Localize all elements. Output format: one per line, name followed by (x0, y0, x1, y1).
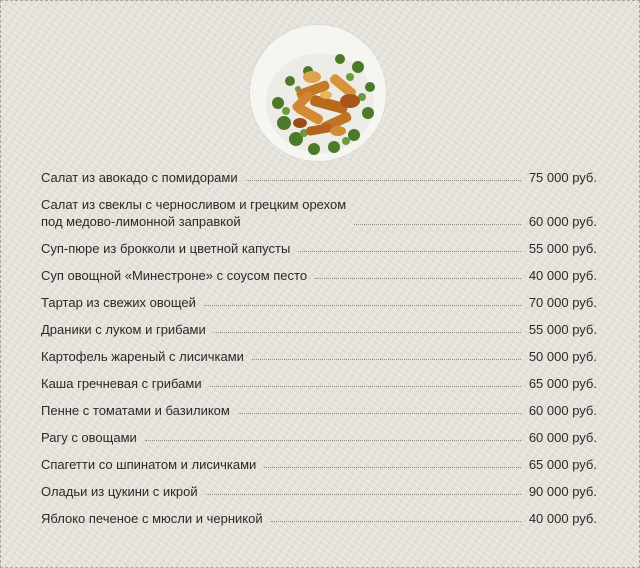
dotted-leader (206, 494, 521, 495)
menu-item-price: 65 000 руб. (528, 457, 597, 472)
menu-item-name: Салат из свеклы с черносливом и грецким орехом под медово-лимонной заправкой (41, 197, 347, 229)
menu-item (41, 169, 597, 186)
menu-item (41, 348, 597, 365)
menu-item-price: 50 000 руб. (528, 349, 597, 364)
dotted-leader (252, 359, 521, 360)
dotted-leader (298, 251, 521, 252)
menu-item-price: 60 000 руб. (528, 430, 597, 445)
menu-item (41, 294, 597, 311)
dotted-leader (214, 332, 521, 333)
menu-item (41, 321, 597, 338)
menu-item-name: Каша гречневая с грибами (41, 376, 202, 391)
menu-item-price: 40 000 руб. (528, 268, 597, 283)
menu-item-name: Яблоко печеное с мюсли и черникой (41, 511, 263, 526)
dotted-leader (210, 386, 521, 387)
dotted-leader (264, 467, 521, 468)
menu-item-price: 55 000 руб. (528, 322, 597, 337)
dotted-leader (271, 521, 521, 522)
menu-item (41, 402, 597, 419)
dotted-leader (315, 278, 521, 279)
menu-item-price: 60 000 руб. (528, 214, 597, 229)
menu-item-name: Спагетти со шпинатом и лисичками (41, 457, 257, 472)
menu-item-price: 40 000 руб. (528, 511, 597, 526)
menu-item (41, 429, 597, 446)
menu-item (41, 267, 597, 284)
dotted-leader (145, 440, 521, 441)
menu-item (41, 456, 597, 473)
dotted-leader (246, 180, 521, 181)
dish-illustration (250, 25, 386, 161)
menu-item (41, 375, 597, 392)
menu-item-name: Картофель жареный с лисичками (41, 349, 244, 364)
menu-item-name: Салат из авокадо с помидорами (41, 170, 238, 185)
menu-list (41, 169, 597, 537)
menu-item (41, 196, 597, 230)
menu-item-name: Драники с луком и грибами (41, 322, 206, 337)
menu-item-name: Пенне с томатами и базиликом (41, 403, 230, 418)
menu-item-name: Рагу с овощами (41, 430, 137, 445)
menu-item (41, 483, 597, 500)
menu-item-name: Суп овощной «Минестроне» с соусом песто (41, 268, 308, 283)
menu-item-price: 65 000 руб. (528, 376, 597, 391)
menu-item-price: 70 000 руб. (528, 295, 597, 310)
menu-item-price: 90 000 руб. (528, 484, 597, 499)
menu-item (41, 240, 597, 257)
menu-item-name: Тартар из свежих овощей (41, 295, 196, 310)
menu-item-name: Оладьи из цукини с икрой (41, 484, 198, 499)
dotted-leader (204, 305, 521, 306)
menu-item-price: 60 000 руб. (528, 403, 597, 418)
menu-item-price: 55 000 руб. (528, 241, 597, 256)
menu-item-name: Суп-пюре из брокколи и цветной капусты (41, 241, 291, 256)
menu-item (41, 510, 597, 527)
dotted-leader (354, 224, 521, 225)
dish-photo (250, 25, 386, 161)
menu-item-price: 75 000 руб. (528, 170, 597, 185)
dotted-leader (238, 413, 521, 414)
